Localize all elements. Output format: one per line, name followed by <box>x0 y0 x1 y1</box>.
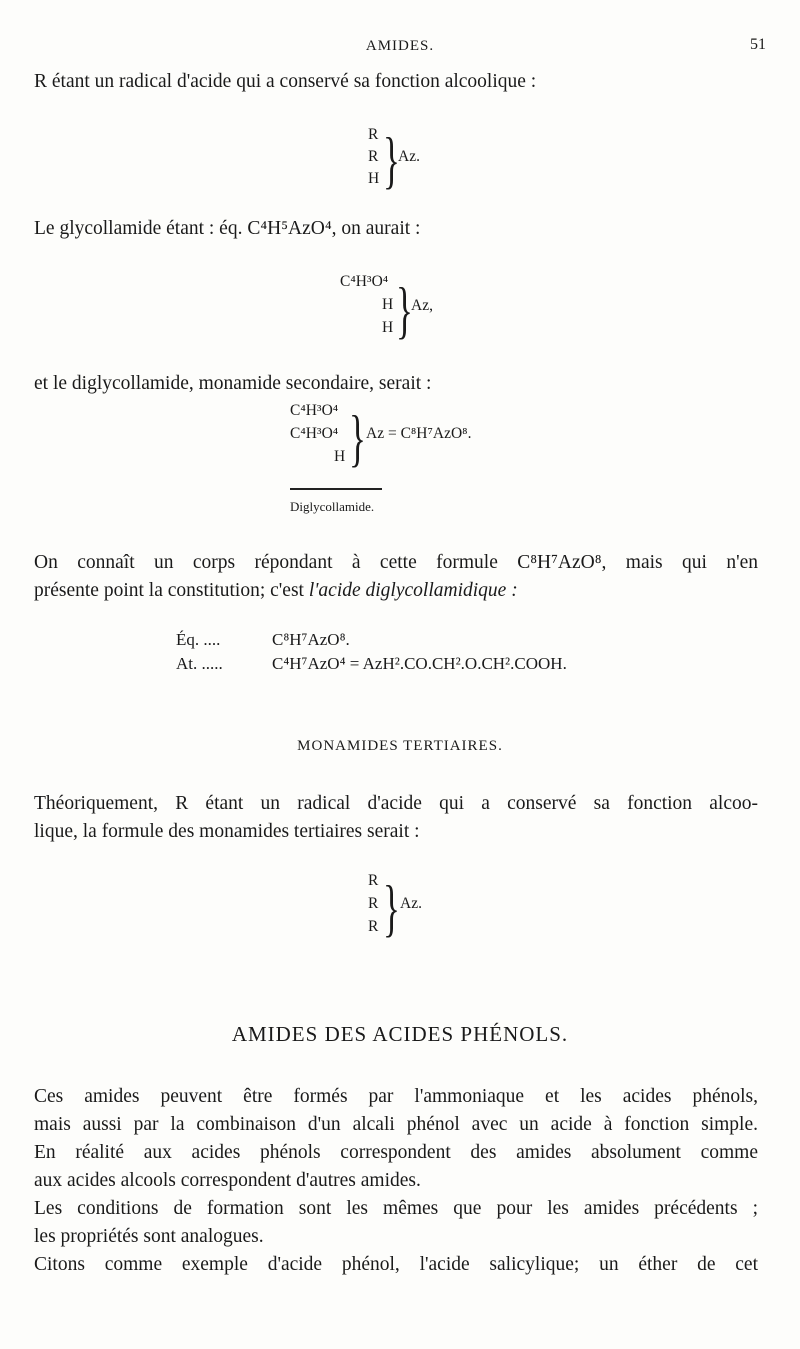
paragraph-line: mais aussi par la combinaison d'un alcali phénol avec un acide à fonction simple. <box>34 1114 758 1135</box>
formula-row: R <box>368 895 379 912</box>
page-number: 51 <box>750 36 766 53</box>
glycollamide-line: Le glycollamide étant : éq. C⁴H⁵AzO⁴, on aurait : <box>34 218 421 239</box>
formula-row: C⁴H³O⁴ <box>290 425 339 442</box>
paragraph-line: On connaît un corps répondant à cette formule C⁸H⁷AzO⁸, mais qui n'en <box>34 552 758 573</box>
formula-row: R <box>368 148 379 165</box>
formula-value: C⁸H⁷AzO⁸. <box>272 630 350 649</box>
paragraph-line: Ces amides peuvent être formés par l'ammoniaque et les acides phénols, <box>34 1086 758 1107</box>
formula-label: Az. <box>400 895 422 912</box>
intro-line: R étant un radical d'acide qui a conservé sa fonction alcoolique : <box>34 71 537 92</box>
paragraph-line: Les conditions de formation sont les mêmes que pour les amides précédents ; <box>34 1198 758 1219</box>
formula-label: Az = C⁸H⁷AzO⁸. <box>366 425 472 442</box>
formula-row: H <box>382 319 394 336</box>
section-heading: MONAMIDES TERTIAIRES. <box>297 738 503 754</box>
formula-caption: Diglycollamide. <box>290 499 375 514</box>
formula-row: C⁴H³O⁴ <box>290 402 339 419</box>
formula-label: Az. <box>398 148 420 165</box>
formula-label: Éq. .... <box>176 630 221 649</box>
formula-row: R <box>368 872 379 889</box>
formula-row: R <box>368 918 379 935</box>
italic-term: l'acide diglycollamidique : <box>308 580 518 601</box>
formula-row: C⁴H³O⁴ <box>340 273 389 290</box>
paragraph-line: Théoriquement, R étant un radical d'acide qui a conservé sa fonction alcoo- <box>34 793 758 814</box>
paragraph-line: Citons comme exemple d'acide phénol, l'acide salicylique; un éther de cet <box>34 1254 758 1275</box>
formula-label: Az, <box>411 297 433 314</box>
paragraph-line: aux acides alcools correspondent d'autres amides. <box>34 1170 421 1191</box>
right-brace-icon: } <box>383 124 400 195</box>
text-span: présente point la constitution; c'est <box>34 580 309 601</box>
diglycollamide-line: et le diglycollamide, monamide secondaire, serait : <box>34 373 432 394</box>
paragraph-line: les propriétés sont analogues. <box>34 1226 264 1247</box>
formula-row: H <box>334 448 346 465</box>
paragraph-line: lique, la formule des monamides tertiaires serait : <box>34 821 420 842</box>
formula-row: H <box>382 296 394 313</box>
paragraph-line: En réalité aux acides phénols correspondent des amides absolument comme <box>34 1142 758 1163</box>
formula-row: R <box>368 126 379 143</box>
formula-row: H <box>368 170 380 187</box>
underbrace-rule <box>290 488 382 490</box>
right-brace-icon: } <box>396 274 413 345</box>
formula-value: C⁴H⁷AzO⁴ = AzH².CO.CH².O.CH².COOH. <box>272 654 567 673</box>
right-brace-icon: } <box>349 402 366 473</box>
right-brace-icon: } <box>383 872 400 943</box>
paragraph-line <box>34 577 758 605</box>
running-header: AMIDES. <box>365 38 435 54</box>
section-title: AMIDES DES ACIDES PHÉNOLS. <box>231 1022 569 1046</box>
formula-label: At. ..... <box>176 654 223 673</box>
